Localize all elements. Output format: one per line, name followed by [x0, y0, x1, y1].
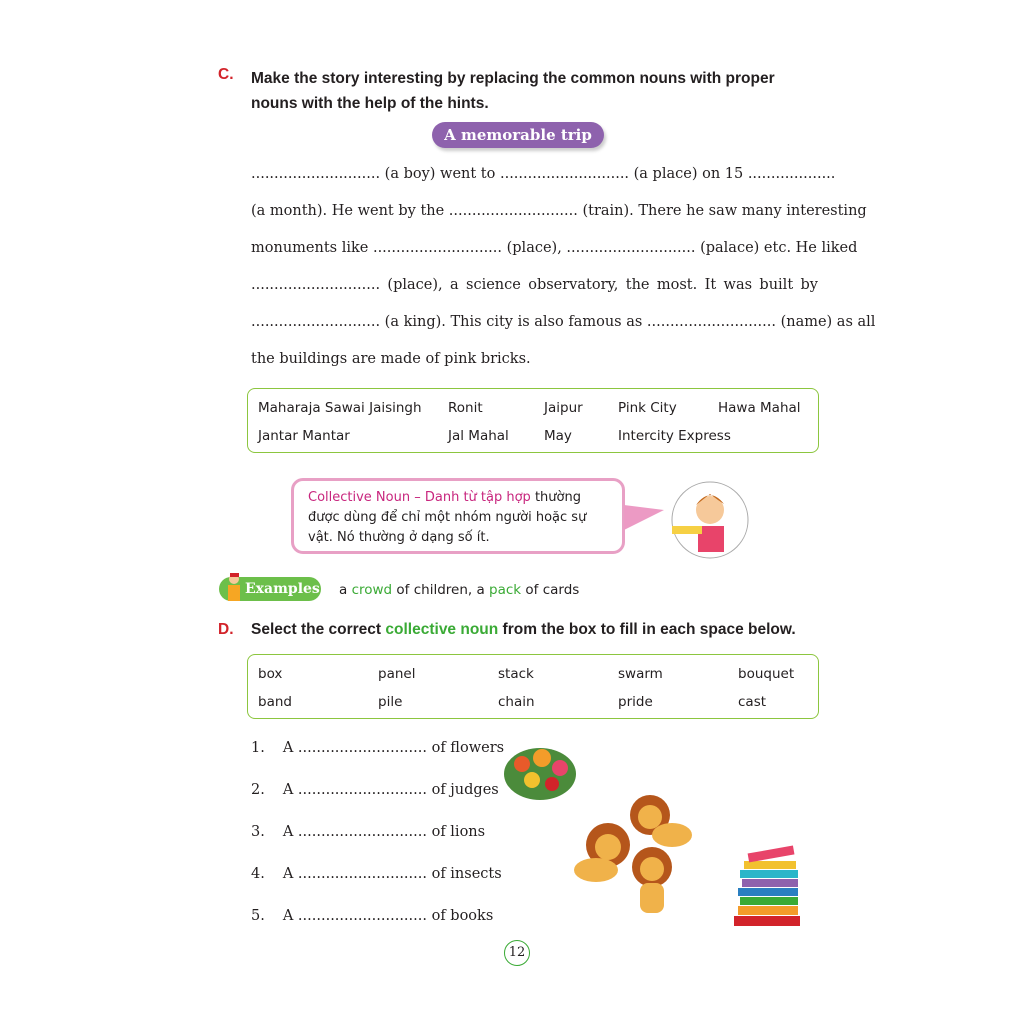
hint: Jaipur [544, 400, 583, 416]
examples-text: a crowd of children, a pack of cards [339, 582, 580, 598]
lions-illustration-icon [560, 785, 710, 920]
word: panel [378, 666, 416, 682]
word: pride [618, 694, 653, 710]
section-d-instruction: Select the correct collective noun from the box to fill in each space below. [251, 621, 796, 638]
story-line: monuments like ............................ (place), ............................ (palace) etc. He liked [251, 240, 858, 256]
story-line: ............................ (a king). This city is also famous as ............................ (name) as all [251, 314, 876, 330]
word-box [247, 654, 819, 719]
hint: Intercity Express [618, 428, 731, 444]
page-number: 12 [504, 940, 530, 966]
hint: Jal Mahal [448, 428, 509, 444]
hint: Jantar Mantar [258, 428, 350, 444]
examples-badge: Examples [219, 577, 321, 601]
story-line: (a month). He went by the ............................ (train). There he saw many interesting [251, 203, 867, 219]
hint: Ronit [448, 400, 483, 416]
section-d-letter: D. [218, 621, 234, 638]
exercise-item: 1. A ............................ of flowers [251, 740, 505, 756]
story-line: ............................ (place), a science observatory, the most. It was built by [251, 277, 818, 293]
boy-illustration-icon [668, 480, 752, 560]
hints-box [247, 388, 819, 453]
story-line: ............................ (a boy) went to ............................ (a place) on 15 ................... [251, 166, 836, 182]
word: box [258, 666, 283, 682]
exercise-item: 5. A ............................ of books [251, 908, 494, 924]
word: stack [498, 666, 534, 682]
word: chain [498, 694, 535, 710]
exercise-item: 3. A ............................ of lions [251, 824, 486, 840]
hint: Maharaja Sawai Jaisingh [258, 400, 422, 416]
word: bouquet [738, 666, 795, 682]
word: cast [738, 694, 767, 710]
story-line: the buildings are made of pink bricks. [251, 351, 531, 367]
boy-icon [224, 571, 244, 603]
books-illustration-icon [728, 842, 808, 930]
section-c-instruction: Make the story interesting by replacing the common nouns with proper nouns with the help of the hints. [251, 70, 775, 112]
hint: Hawa Mahal [718, 400, 801, 416]
exercise-item: 2. A ............................ of judges [251, 782, 499, 798]
callout-text: thường được dùng để chỉ một nhóm người hoặc sự vật. Nó thường ở dạng số ít. [308, 490, 587, 545]
word: pile [378, 694, 403, 710]
word: band [258, 694, 292, 710]
hint: Pink City [618, 400, 677, 416]
collective-noun-callout [291, 478, 625, 554]
hint: May [544, 428, 572, 444]
callout-term: Collective Noun – Danh từ tập hợp [308, 490, 531, 505]
story-title: A memorable trip [432, 122, 604, 148]
exercise-item: 4. A ............................ of insects [251, 866, 502, 882]
section-c-letter: C. [218, 66, 234, 83]
word: swarm [618, 666, 663, 682]
